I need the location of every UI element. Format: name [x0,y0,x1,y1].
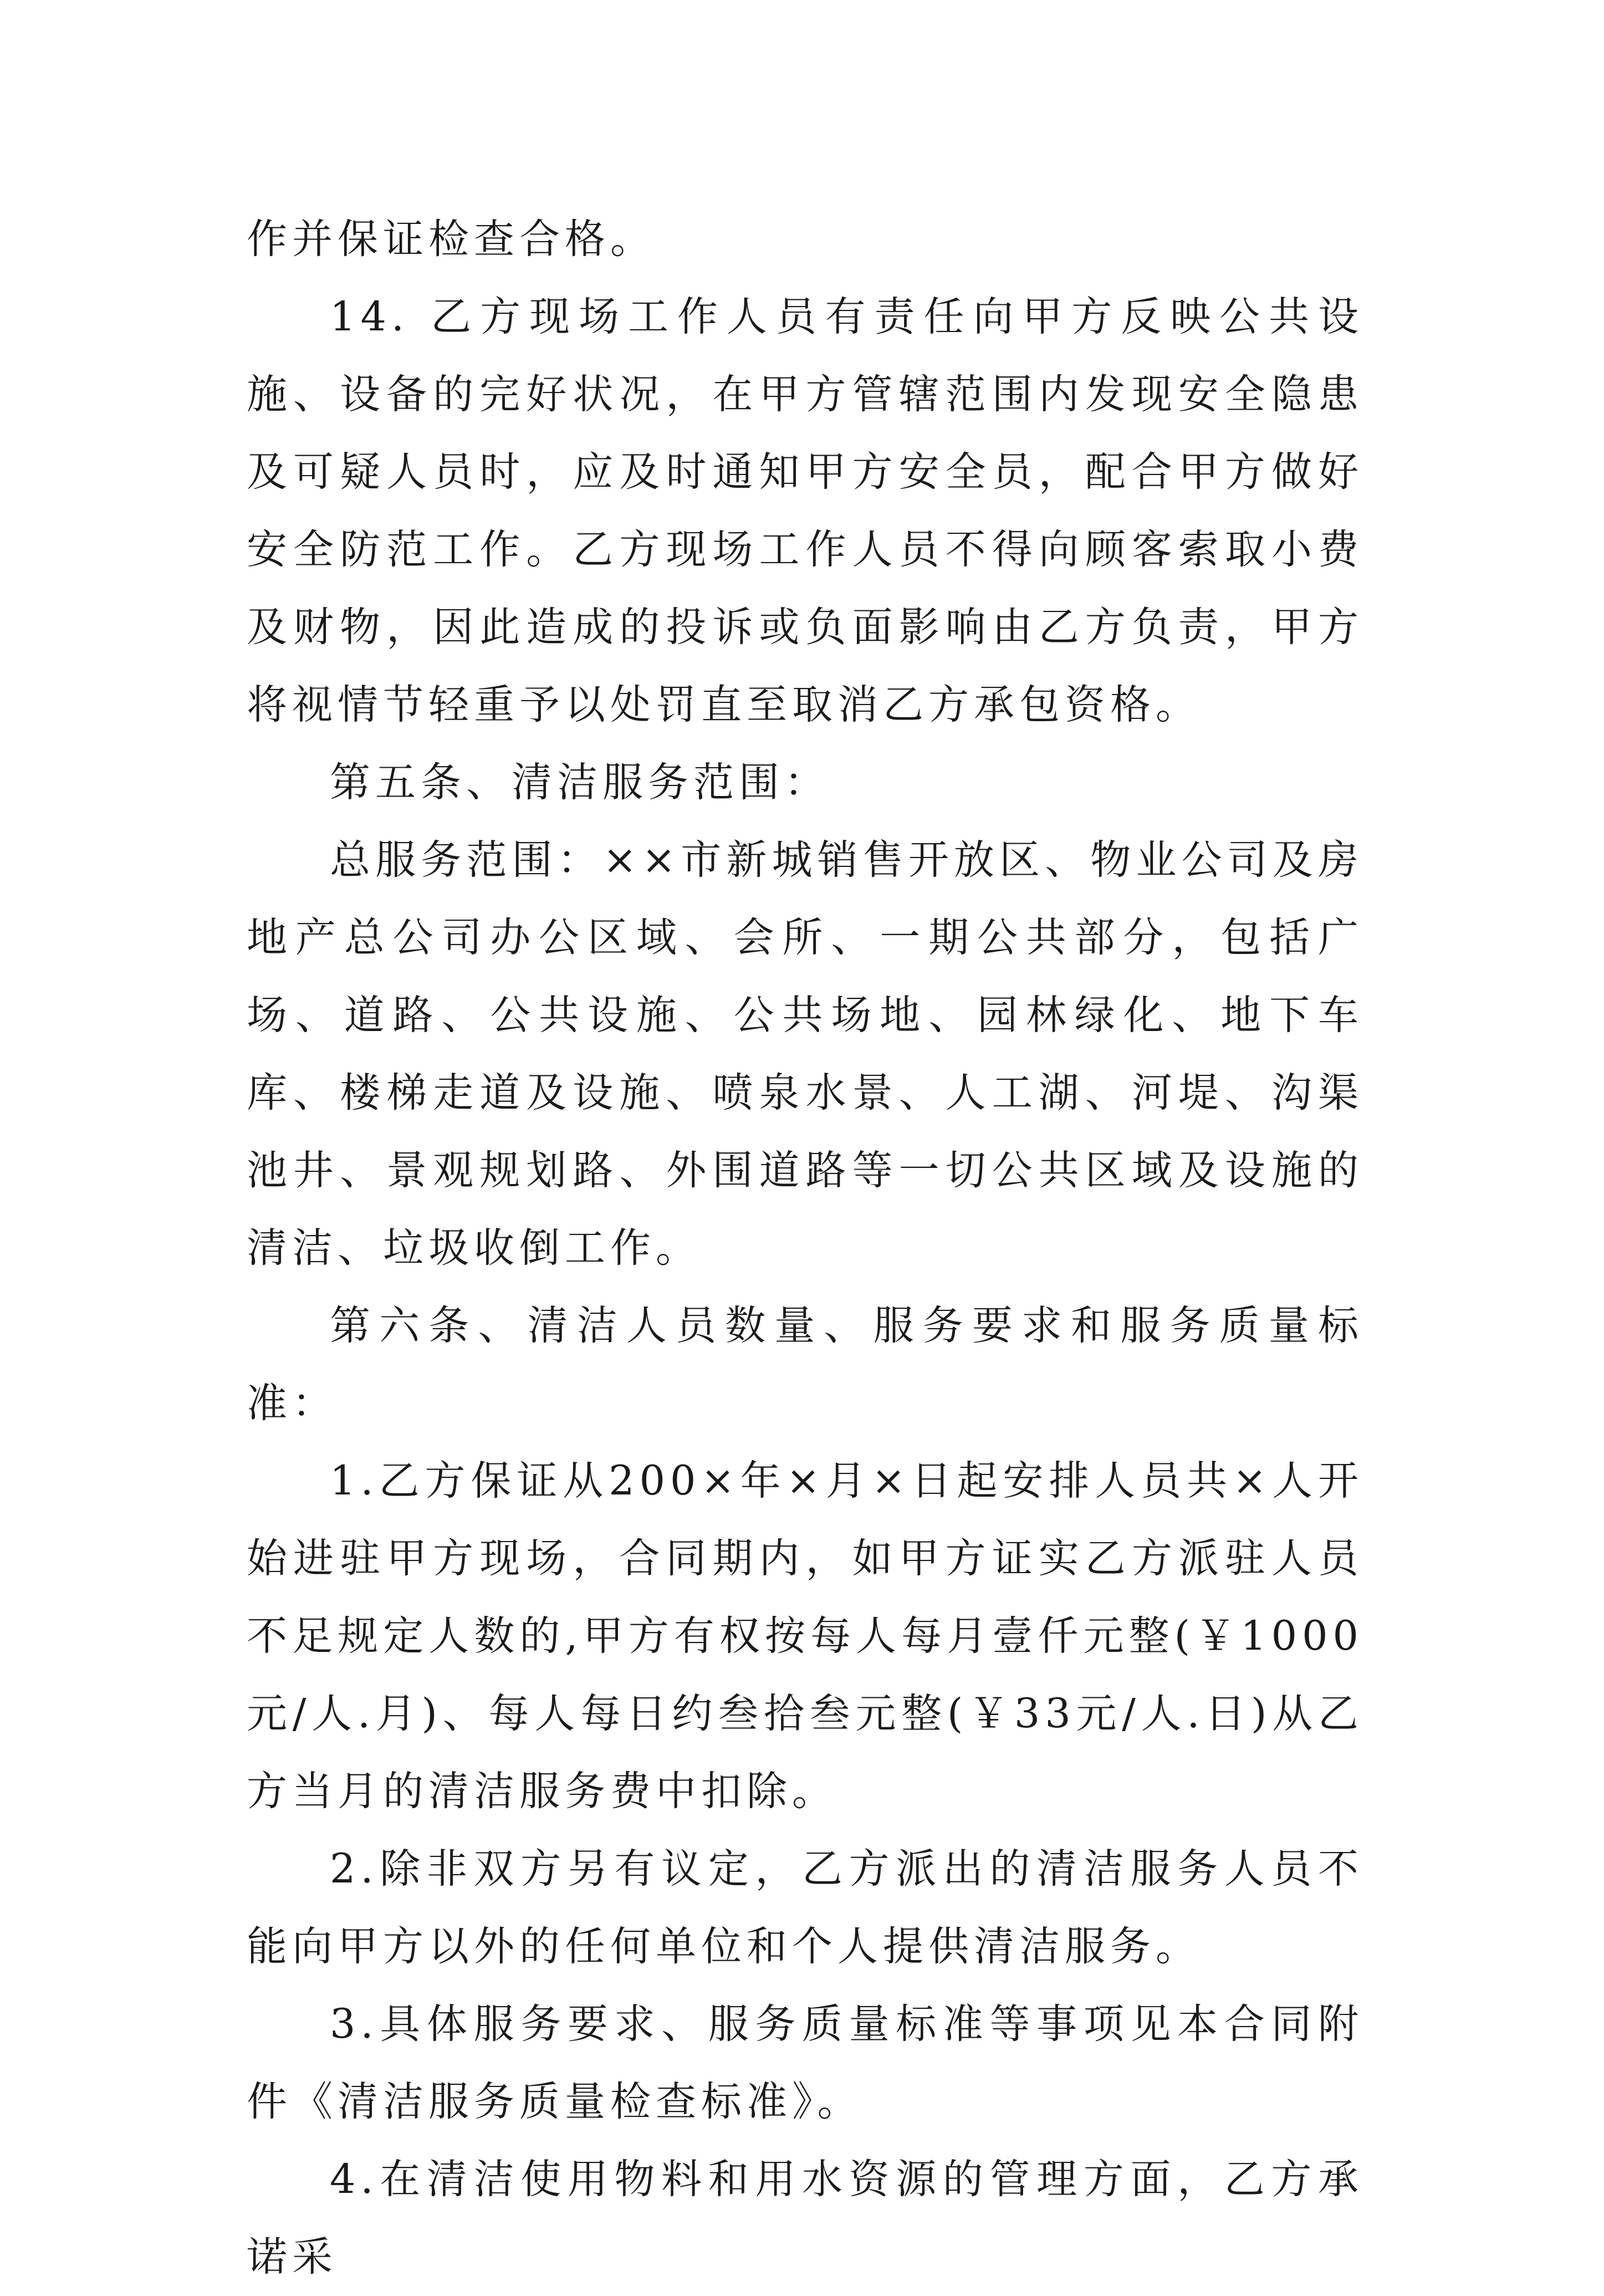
paragraph-item-4: 4.在清洁使用物料和用水资源的管理方面，乙方承诺采 [247,2156,1363,2280]
section-heading-article-6: 第六条、清洁人员数量、服务要求和服务质量标准： [247,1302,1363,1427]
paragraph-item-3: 3.具体服务要求、服务质量标准等事项见本合同附件《清洁服务质量检查标准》。 [247,2001,1363,2125]
paragraph-clause-14: 14. 乙方现场工作人员有责任向甲方反映公共设施、设备的完好状况，在甲方管辖范围内发现安全隐患及可疑人员时，应及时通知甲方安全员，配合甲方做好安全防范工作。乙方现场工作人员不得向顾客索取小费及财物，因此造成的投诉或负面影响由乙方负责，甲方将视情节轻重予以处罚直至取消乙方承包资格。 [247,293,1363,728]
paragraph-continuation: 作并保证检查合格。 [247,216,656,263]
paragraph-service-scope: 总服务范围：××市新城销售开放区、物业公司及房地产总公司办公区域、会所、一期公共部分，包括广场、道路、公共设施、公共场地、园林绿化、地下车库、楼梯走道及设施、喷泉水景、人工湖、河堤、沟渠池井、景观规划路、外围道路等一切公共区域及设施的清洁、垃圾收倒工作。 [247,836,1363,1272]
paragraph-item-2: 2.除非双方另有议定，乙方派出的清洁服务人员不能向甲方以外的任何单位和个人提供清洁服务。 [247,1845,1363,1970]
section-heading-article-5: 第五条、清洁服务范围： [330,759,830,806]
paragraph-item-1: 1.乙方保证从200×年×月×日起安排人员共×人开始进驻甲方现场，合同期内，如甲方证实乙方派驻人员不足规定人数的,甲方有权按每人每月壹仟元整(￥1000元/人.月)、每人每日约叁拾叁元整(￥33元/人.日)从乙方当月的清洁服务费中扣除。 [247,1457,1363,1815]
contract-text-body [247,201,1363,2296]
